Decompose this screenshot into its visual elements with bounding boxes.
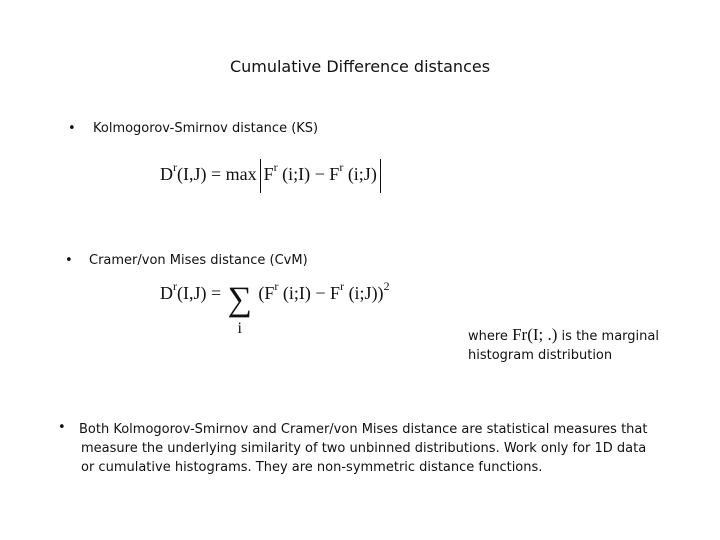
sum-symbol: ∑ [227,281,252,318]
bullet-summary: • [58,420,66,435]
slide-title: Cumulative Difference distances [229,57,491,76]
bullet-ks: • [68,121,76,136]
ks-label: Kolmogorov-Smirnov distance (KS) [93,121,319,136]
summary-paragraph: Both Kolmogorov-Smirnov and Cramer/von Mises distance are statistical measures that measure the underlying similarity of two unbinned distributions. Work only for 1D data or cumulative histograms. They are non-symmetric distance functions. [79,422,648,475]
ks-formula: $D^r(I,J) = \max F^r$ (i;I) − $F^r$ (i;J) [160,159,384,193]
abs-bar-right [380,159,381,193]
abs-bar-left [260,159,261,193]
sum-index: i [237,320,242,337]
bullet-cvm: • [65,253,73,268]
marginal-symbol: Fr(I; .) [512,325,558,344]
marginal-note: where Fr(I; .) is the marginal histogram distribution [468,325,659,363]
cvm-formula: $D^r(I,J)$ = ∑ i ($F^r$ (i;I) − $F^r$ (i;J))$^2$ [160,279,390,337]
cvm-label: Cramer/von Mises distance (CvM) [89,253,308,268]
